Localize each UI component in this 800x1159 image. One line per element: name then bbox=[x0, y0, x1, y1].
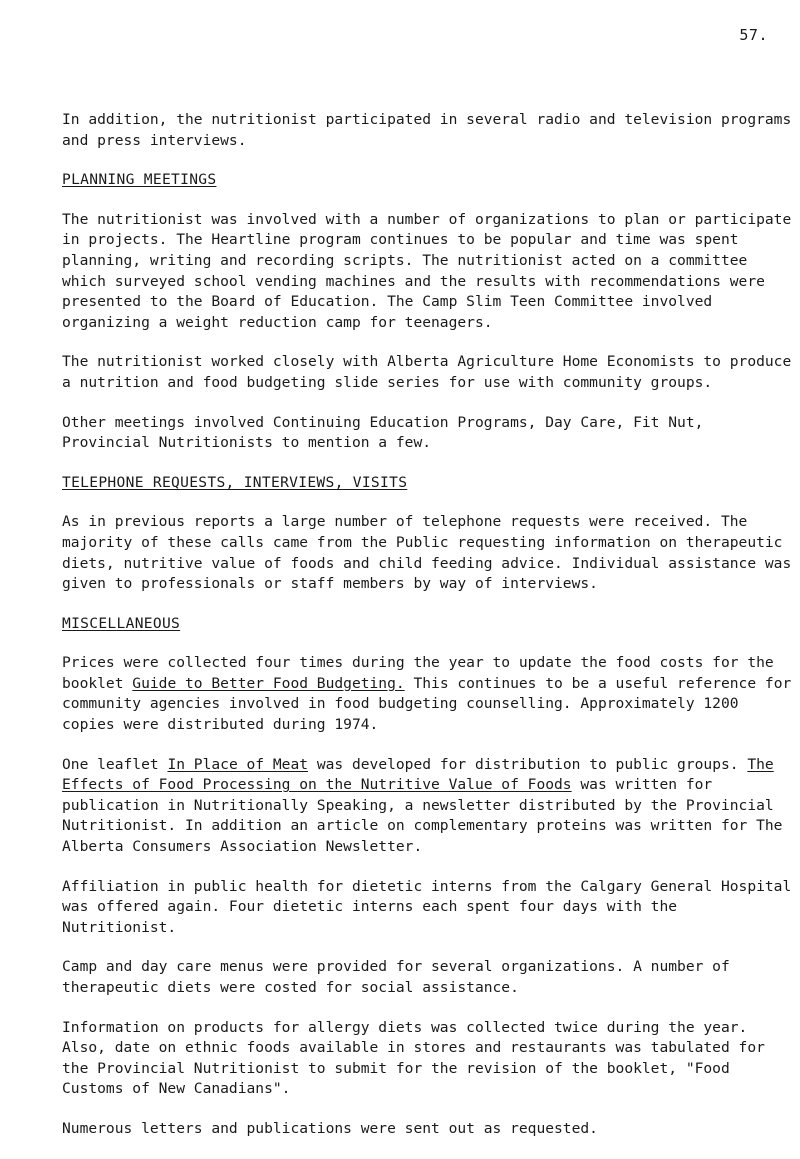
misc-paragraph-5: Information on products for allergy diets was collected twice during the year. Also, date on ethnic foods available in stores and restaurants was tabulated for the Provincial Nutritionist to submit for the revision of the booklet, "Food Customs of New Canadians". bbox=[62, 1018, 765, 1098]
misc-p1-text-a: Prices were collected four times during the year to update the food costs for the booklet bbox=[62, 654, 774, 692]
misc-paragraph-6: Numerous letters and publications were sent out as requested. bbox=[62, 1119, 598, 1137]
leaflet-title: In Place of Meat bbox=[167, 755, 309, 773]
intro-paragraph: In addition, the nutritionist participated in several radio and television programs and press interviews. bbox=[62, 111, 792, 149]
page-number: 57. bbox=[739, 26, 768, 44]
misc-p2-text-b: was developed for distribution to public groups. bbox=[308, 755, 748, 773]
planning-paragraph-3: Other meetings involved Continuing Education Programs, Day Care, Fit Nut, Provincial Nutritionists to mention a few. bbox=[62, 413, 704, 452]
misc-paragraph-2 bbox=[62, 755, 792, 858]
document-body bbox=[62, 110, 792, 1159]
misc-paragraph-1 bbox=[62, 653, 792, 735]
miscellaneous-heading: MISCELLANEOUS bbox=[62, 614, 181, 632]
telephone-heading: TELEPHONE REQUESTS, INTERVIEWS, VISITS bbox=[62, 473, 408, 491]
misc-p2-text-a: One leaflet bbox=[62, 755, 168, 773]
misc-p2-text-c: was written for publication in Nutritionally Speaking, a newsletter distributed by the Provincial Nutritionist. In addition an article on complementary proteins was written for The Alberta Consumers Association Newsletter. bbox=[62, 776, 783, 856]
misc-paragraph-3: Affiliation in public health for dietetic interns from the Calgary General Hospital was offered again. Four dietetic interns each spent four days with the Nutritionist. bbox=[62, 877, 792, 936]
misc-paragraph-4: Camp and day care menus were provided for several organizations. A number of therapeutic diets were costed for social assistance. bbox=[62, 958, 730, 996]
planning-paragraph-2: The nutritionist worked closely with Alberta Agriculture Home Economists to produce a nutrition and food budgeting slide series for use with community groups. bbox=[62, 353, 792, 391]
planning-heading: PLANNING MEETINGS bbox=[62, 171, 217, 189]
misc-p1-text-b: This continues to be a useful reference for community agencies involved in food budgeting counselling. Approximately 1200 copies were distributed during 1974. bbox=[62, 674, 792, 734]
booklet-title: Guide to Better Food Budgeting. bbox=[132, 674, 405, 692]
telephone-paragraph-1: As in previous reports a large number of telephone requests were received. The majority of these calls came from the Public requesting information on therapeutic diets, nutritive value of foods and child feeding advice. Individual assistance was given to professionals or staff members by way of interviews. bbox=[62, 513, 792, 593]
article-title: The Effects of Food Processing on the Nutritive Value of Foods bbox=[62, 755, 774, 794]
planning-paragraph-1: The nutritionist was involved with a number of organizations to plan or participate in projects. The Heartline program continues to be popular and time was spent planning, writing and recording scripts. The nutritionist acted on a committee which surveyed school vending machines and the results with recommendations were presented to the Board of Education. The Camp Slim Teen Committee involved organizing a weight reduction camp for teenagers. bbox=[62, 210, 792, 331]
